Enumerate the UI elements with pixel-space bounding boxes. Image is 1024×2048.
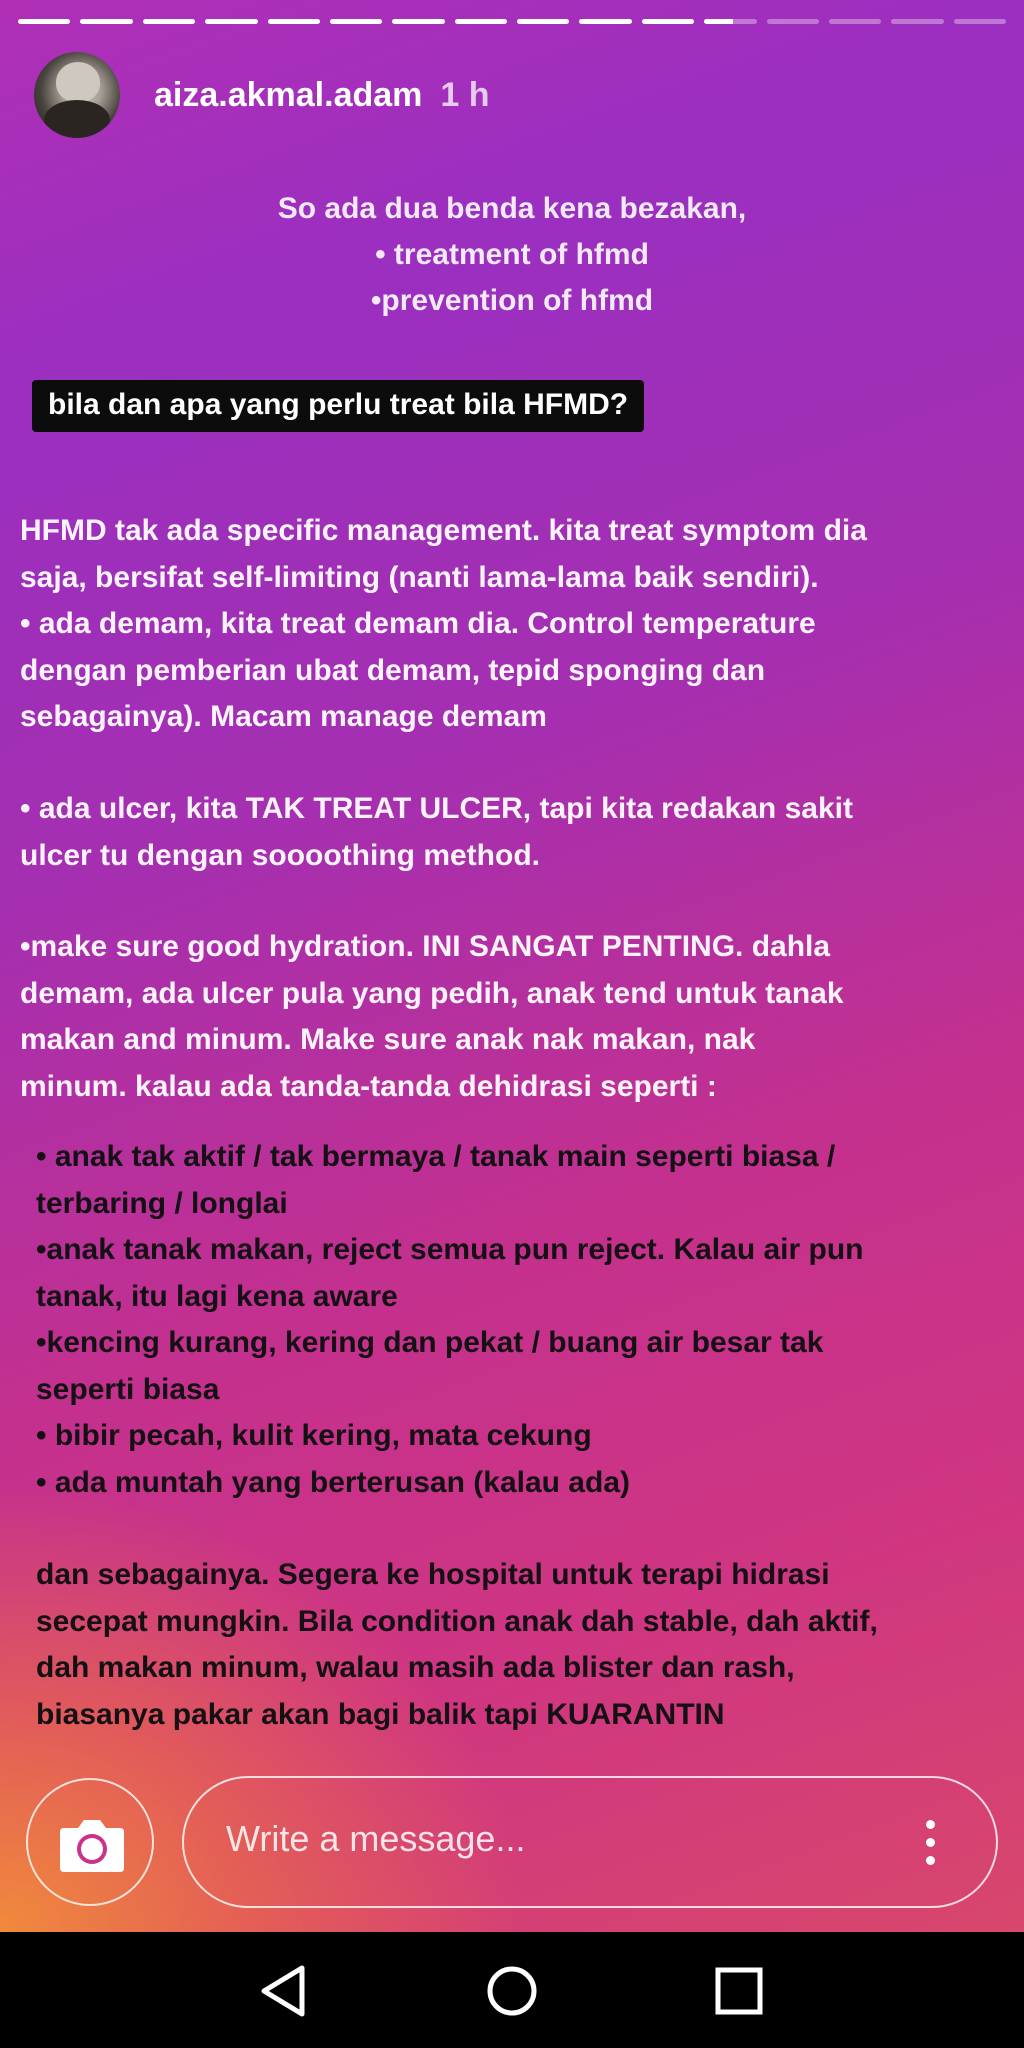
progress-segment: [268, 19, 320, 24]
list-item: •anak tanak makan, reject semua pun reject. Kalau air pun: [36, 1233, 864, 1266]
more-vertical-icon[interactable]: [926, 1820, 936, 1866]
text-line: • ada ulcer, kita TAK TREAT ULCER, tapi kita redakan sakit: [20, 792, 853, 825]
intro-line: • treatment of hfmd: [375, 238, 649, 271]
back-triangle-icon[interactable]: [250, 1956, 320, 2026]
text-line: dengan pemberian ubat demam, tepid sponging dan: [20, 653, 766, 687]
progress-segment: [80, 19, 132, 24]
paragraph-ulcer: [20, 786, 1010, 879]
home-circle-icon[interactable]: [477, 1956, 547, 2026]
message-placeholder: Write a message...: [226, 1818, 526, 1859]
reply-bar: [26, 1776, 1004, 1910]
intro-line: •prevention of hfmd: [370, 284, 654, 317]
text-line: •make sure good hydration. INI SANGAT PENTING. dahla: [20, 930, 831, 963]
progress-segment: [455, 19, 507, 24]
text-line: ulcer tu dengan soooothing method.: [20, 838, 540, 872]
list-item: •kencing kurang, kering dan pekat / buang air besar tak: [36, 1326, 824, 1359]
progress-segment: [392, 19, 444, 24]
intro-text: [0, 186, 1024, 324]
text-line: sebagainya). Macam manage demam: [20, 700, 547, 733]
section-heading: bila dan apa yang perlu treat bila HFMD?: [32, 380, 644, 432]
avatar[interactable]: [34, 52, 120, 138]
message-input[interactable]: [182, 1776, 998, 1908]
text-line: demam, ada ulcer pula yang pedih, anak tend untuk tanak: [20, 976, 844, 1010]
post-time: 1 h: [440, 75, 490, 114]
text-line: saja, bersifat self-limiting (nanti lama-lama baik sendiri).: [20, 560, 819, 594]
list-item: • anak tak aktif / tak bermaya / tanak main seperti biasa /: [36, 1140, 836, 1173]
progress-segment: [517, 19, 569, 24]
progress-segment: [704, 19, 756, 24]
progress-segment: [767, 19, 819, 24]
text-line: makan and minum. Make sure anak nak makan, nak: [20, 1023, 756, 1056]
android-navigation-bar: [0, 1932, 1024, 2048]
list-item: • ada muntah yang berterusan (kalau ada): [36, 1465, 630, 1499]
progress-segment: [579, 19, 631, 24]
progress-segment: [205, 19, 257, 24]
progress-segment: [330, 19, 382, 24]
list-item: terbaring / longlai: [36, 1186, 288, 1220]
progress-segment: [891, 19, 943, 24]
intro-line: So ada dua benda kena bezakan,: [277, 192, 747, 225]
recents-square-icon[interactable]: [704, 1956, 774, 2026]
username[interactable]: aiza.akmal.adam: [154, 75, 423, 114]
list-item: seperti biasa: [36, 1372, 220, 1406]
text-line: dan sebagainya. Segera ke hospital untuk terapi hidrasi: [36, 1558, 830, 1591]
text-line: dah makan minum, walau masih ada blister dan rash,: [36, 1651, 795, 1684]
list-item: • bibir pecah, kulit kering, mata cekung: [36, 1419, 592, 1452]
paragraph-management: [20, 508, 1010, 741]
camera-icon: [58, 1814, 126, 1874]
progress-segment: [18, 19, 70, 24]
progress-segment: [642, 19, 694, 24]
story-header: [34, 52, 490, 138]
progress-segment: [143, 19, 195, 24]
camera-button[interactable]: [26, 1778, 154, 1906]
text-line: • ada demam, kita treat demam dia. Control temperature: [20, 607, 816, 640]
text-line: biasanya pakar akan bagi balik tapi KUARANTIN: [36, 1697, 725, 1731]
progress-segment: [829, 19, 881, 24]
paragraph-closing: [36, 1552, 1024, 1738]
text-line: secepat mungkin. Bila condition anak dah stable, dah aktif,: [36, 1604, 878, 1638]
paragraph-hydration: [20, 924, 1010, 1110]
text-line: minum. kalau ada tanda-tanda dehidrasi seperti :: [20, 1069, 717, 1103]
dehydration-signs-list: [36, 1134, 1024, 1506]
text-line: HFMD tak ada specific management. kita treat symptom dia: [20, 514, 867, 547]
progress-segment: [954, 19, 1006, 24]
story-progress-bar: [18, 19, 1006, 24]
list-item: tanak, itu lagi kena aware: [36, 1279, 398, 1313]
